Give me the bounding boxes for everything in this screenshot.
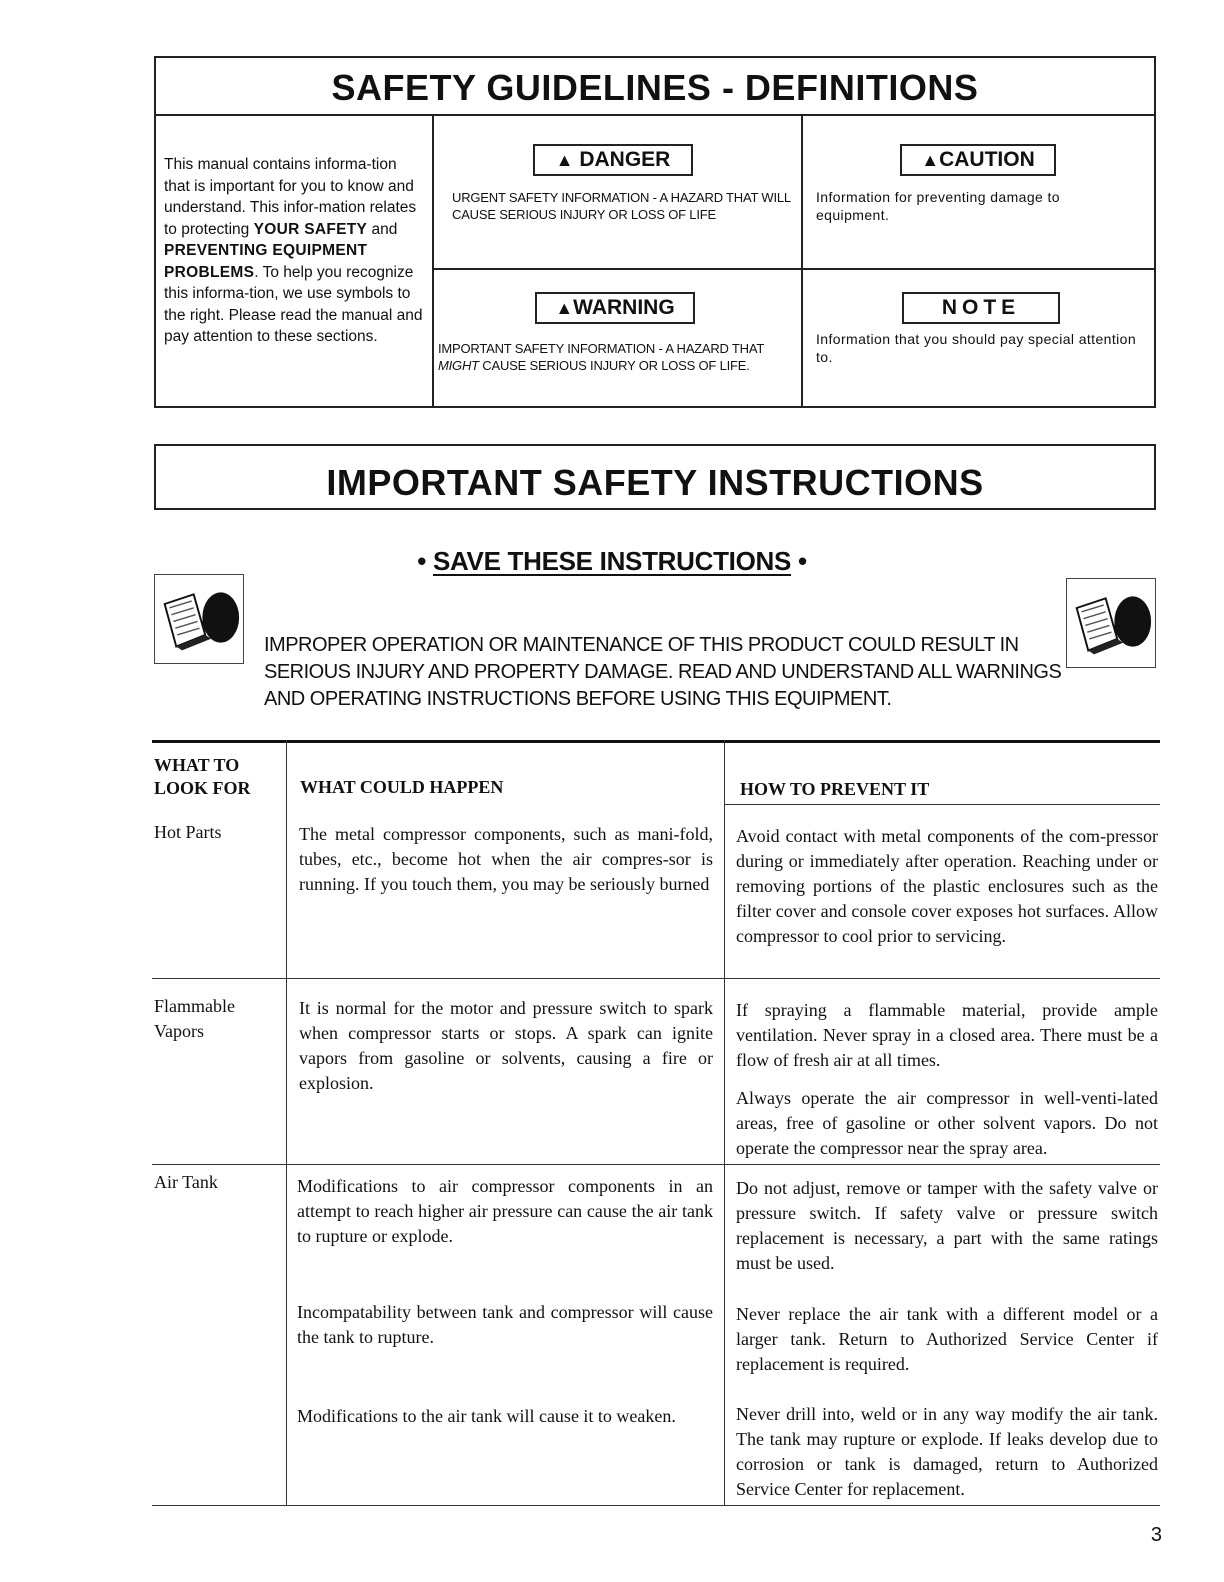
row-hot-parts-happen: The metal compressor components, such as mani-fold, tubes, etc., become hot when the air compres-sor is running. If you touch them, you may be seriously burned [299,824,713,894]
note-text: Information that you should pay special attention to. [816,331,1137,365]
divider [724,804,1160,805]
warning-triangle-icon: ▲ [555,298,574,318]
header-how-to-prevent: HOW TO PREVENT IT [740,779,930,799]
caution-label: ▲CAUTION [900,144,1056,176]
definitions-title: SAFETY GUIDELINES - DEFINITIONS [156,58,1154,116]
divider [432,116,434,406]
definitions-intro: This manual contains informa-tion that is important for you to know and understand. This infor-mation relates to protecting YOUR SAFETY and PREVENTING EQUIPMENT PROBLEMS. To help you recognize this informa-tion, we use symbols to the right. Please read the manual and pay attention to these sections. [164,156,423,345]
divider [286,740,287,1506]
improper-operation-warning: IMPROPER OPERATION OR MAINTENANCE OF THIS PRODUCT COULD RESULT IN SERIOUS INJURY AND PROPERTY DAMAGE. READ AND UNDERSTAND ALL WARNINGS AND OPERATING INSTRUCTIONS BEFORE USING THIS EQUIPMENT. [264,634,1062,710]
row-air-tank-happen-3: Modifications to the air tank will cause it to weaken. [297,1406,676,1426]
warning-text: IMPORTANT SAFETY INFORMATION - A HAZARD THAT MIGHT CAUSE SERIOUS INJURY OR LOSS OF LIFE. [438,341,764,373]
row-hot-parts-label: Hot Parts [154,822,222,842]
important-title: IMPORTANT SAFETY INSTRUCTIONS [154,444,1156,510]
header-what-could-happen: WHAT COULD HAPPEN [300,777,504,797]
definitions-box [154,56,1156,408]
row-air-tank-happen-2: Incompatability between tank and compressor will cause the tank to rupture. [297,1302,713,1347]
warning-triangle-icon: ▲ [555,150,574,170]
warning-label: ▲WARNING [535,292,695,324]
row-air-tank-prevent-3: Never drill into, weld or in any way modify the air tank. The tank may rupture or explode. If leaks develop due to corrosion or tank is damaged, return to Authorized Service Center for replacement. [736,1404,1158,1499]
note-label: NOTE [902,292,1060,324]
divider [434,268,1154,270]
danger-label: ▲ DANGER [533,144,693,176]
read-manual-icon [154,574,244,664]
read-manual-icon [1066,578,1156,668]
row-air-tank-prevent-2: Never replace the air tank with a different model or a larger tank. Return to Authorized Service Center if replacement is required. [736,1304,1158,1374]
row-flammable-prevent: If spraying a flammable material, provide ample ventilation. Never spray in a closed area. There must be a flow of fresh air at all times. [736,1000,1158,1070]
save-instructions: • SAVE THESE INSTRUCTIONS • [417,546,807,576]
page-number: 3 [1150,1524,1162,1546]
row-air-tank-label: Air Tank [154,1172,218,1192]
danger-text: URGENT SAFETY INFORMATION - A HAZARD THAT WILL CAUSE SERIOUS INJURY OR LOSS OF LIFE [452,190,791,222]
safety-table [152,740,1160,1506]
row-air-tank-happen: Modifications to air compressor components in an attempt to reach higher air pressure can cause the air tank to rupture or explode. [297,1176,713,1246]
divider [724,740,725,1506]
caution-text: Information for preventing damage to equipment. [816,189,1060,223]
divider [152,978,1160,979]
warning-triangle-icon: ▲ [921,150,940,170]
header-what-to-look-for: WHAT TO LOOK FOR [154,755,251,798]
divider [152,740,1160,743]
row-air-tank-prevent: Do not adjust, remove or tamper with the safety valve or pressure switch. If safety valve or pressure switch replacement is necessary, a part with the same ratings must be used. [736,1178,1158,1273]
row-flammable-happen: It is normal for the motor and pressure switch to spark when compressor starts or stops. A spark can ignite vapors from gasoline or solvents, causing a fire or explosion. [299,998,713,1093]
divider [152,1164,1160,1165]
divider [801,116,803,406]
row-flammable-label: Flammable Vapors [154,996,235,1041]
divider [152,1505,1160,1506]
row-hot-parts-prevent: Avoid contact with metal components of the com-pressor during or immediately after operation. Reaching under or removing portions of the plastic enclosures such as the filter cover and console cover exposes hot surfaces. Allow compressor to cool prior to servicing. [736,826,1158,946]
row-flammable-prevent-2: Always operate the air compressor in well-venti-lated areas, free of gasoline or other solvent vapors. Do not operate the compressor near the spray area. [736,1088,1158,1158]
